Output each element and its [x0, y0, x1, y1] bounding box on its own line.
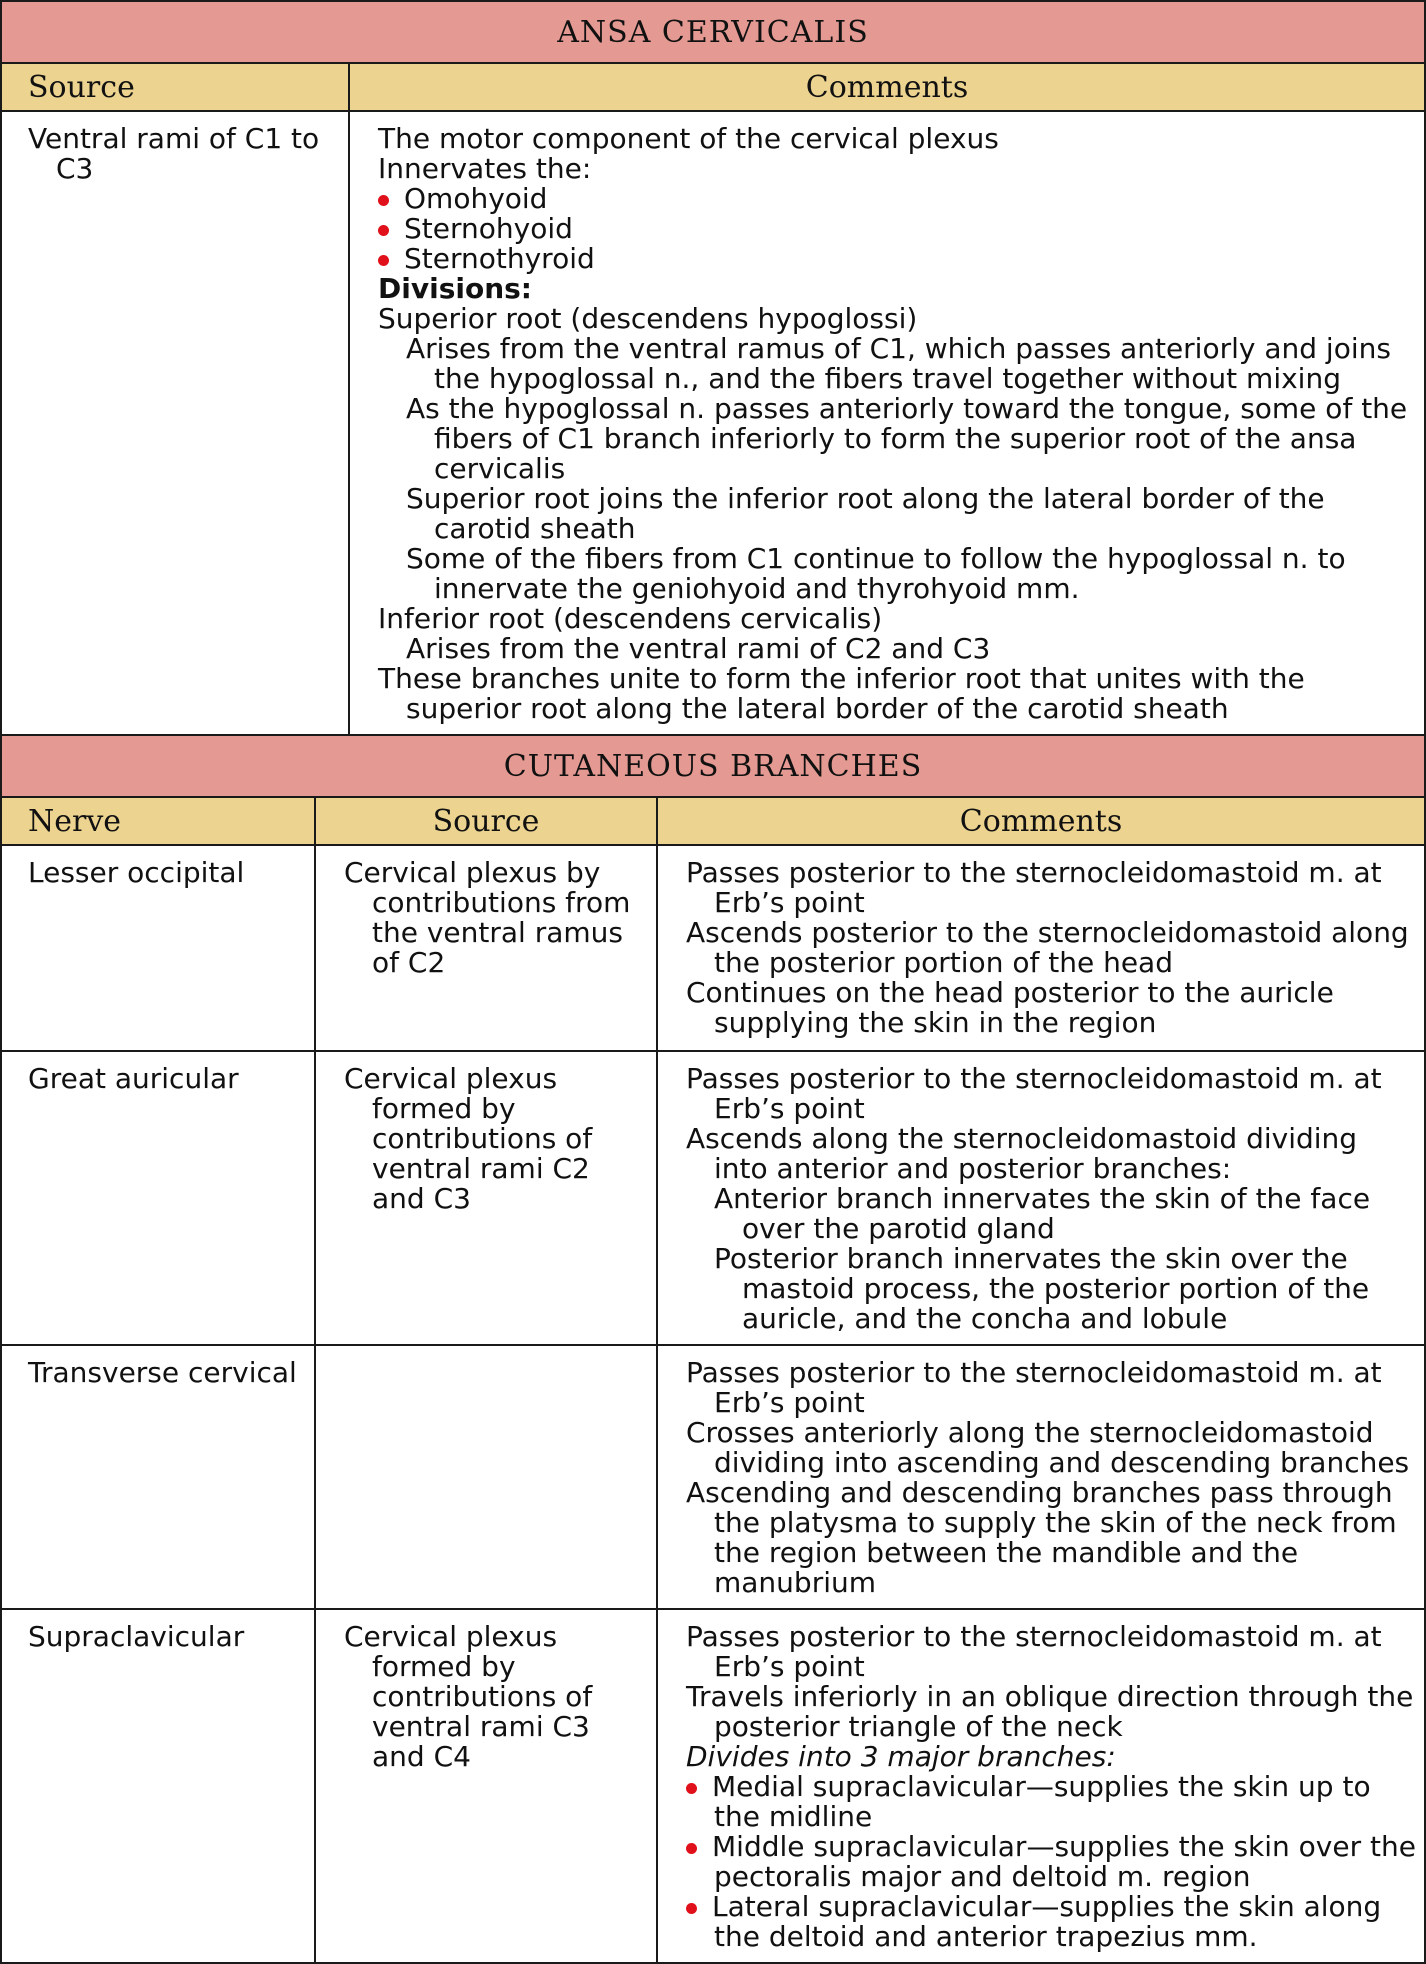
- bullet-icon: [378, 195, 389, 206]
- comment-line: Ascends along the sternocleidomastoid dividing into anterior and posterior branches:: [686, 1122, 1358, 1185]
- comment-line: Travels inferiorly in an oblique direction through the posterior triangle of the neck: [686, 1680, 1414, 1743]
- ansa-col-comments: Comments: [349, 63, 1425, 111]
- comments-cell: [657, 845, 1425, 1051]
- list-item-text: Medial supraclavicular—supplies the skin up to the midline: [712, 1770, 1371, 1833]
- comment-line: Ascends posterior to the sternocleidomastoid along the posterior portion of the head: [686, 916, 1409, 979]
- comment-line: The motor component of the cervical plexus: [378, 122, 999, 155]
- cutaneous-branches-table: [0, 734, 1426, 1964]
- list-item-text: Middle supraclavicular—supplies the skin over the pectoralis major and deltoid m. region: [712, 1830, 1416, 1893]
- source-text: Cervical plexus formed by contributions of ventral rami C3 and C4: [344, 1620, 593, 1773]
- bullet-icon: [686, 1843, 697, 1854]
- inferior-root-heading: Inferior root (descendens cervicalis): [378, 602, 883, 635]
- nerve-cell: Supraclavicular: [1, 1609, 315, 1963]
- comment-line: Passes posterior to the sternocleidomastoid m. at Erb’s point: [686, 856, 1382, 919]
- comment-line: Arises from the ventral ramus of C1, which passes anteriorly and joins the hypoglossal n., and the fibers travel together without mixing: [406, 332, 1391, 395]
- comment-line: These branches unite to form the inferior root that unites with the superior root along the lateral border of the carotid sheath: [378, 662, 1305, 725]
- table-row: [1, 845, 1425, 1051]
- cutaneous-col-source: Source: [315, 797, 657, 845]
- table-row: [1, 1051, 1425, 1345]
- comment-line: Divides into 3 major branches:: [686, 1740, 1116, 1773]
- comment-line: Some of the fibers from C1 continue to follow the hypoglossal n. to innervate the geniohyoid and thyrohyoid mm.: [406, 542, 1346, 605]
- cutaneous-col-nerve: Nerve: [1, 797, 315, 845]
- comment-line: As the hypoglossal n. passes anteriorly toward the tongue, some of the fibers of C1 branch inferiorly to form the superior root of the ansa cervicalis: [406, 392, 1408, 485]
- list-item: [686, 1772, 1416, 1832]
- comment-line: Anterior branch innervates the skin of the face over the parotid gland: [714, 1182, 1371, 1245]
- list-item-text: Lateral supraclavicular—supplies the skin along the deltoid and anterior trapezius mm.: [712, 1890, 1382, 1953]
- comments-cell: [657, 1609, 1425, 1963]
- list-item: [686, 1832, 1416, 1892]
- comments-cell: [657, 1345, 1425, 1609]
- source-cell: [315, 1051, 657, 1345]
- list-item: [378, 244, 1416, 274]
- bullet-icon: [686, 1903, 697, 1914]
- bullet-icon: [378, 225, 389, 236]
- nerve-cell: Great auricular: [1, 1051, 315, 1345]
- nerve-cell: Lesser occipital: [1, 845, 315, 1051]
- comment-line: Passes posterior to the sternocleidomastoid m. at Erb’s point: [686, 1356, 1382, 1419]
- divisions-heading: Divisions:: [378, 272, 532, 305]
- comment-line: Continues on the head posterior to the auricle supplying the skin in the region: [686, 976, 1334, 1039]
- comment-line: Crosses anteriorly along the sternocleidomastoid dividing into ascending and descending branches: [686, 1416, 1410, 1479]
- ansa-col-source: Source: [1, 63, 349, 111]
- ansa-comments-cell: [349, 111, 1425, 735]
- bullet-icon: [686, 1783, 697, 1794]
- ansa-source-cell: [1, 111, 349, 735]
- list-item: [378, 184, 1416, 214]
- comment-line: Arises from the ventral rami of C2 and C3: [406, 632, 991, 665]
- ansa-title: ANSA CERVICALIS: [1, 1, 1425, 63]
- comment-line: Innervates the:: [378, 152, 592, 185]
- list-item-text: Sternothyroid: [404, 242, 595, 275]
- source-cell: [315, 1609, 657, 1963]
- comments-cell: [657, 1051, 1425, 1345]
- ansa-source: Ventral rami of C1 to C3: [28, 122, 320, 185]
- comment-line: Passes posterior to the sternocleidomastoid m. at Erb’s point: [686, 1062, 1382, 1125]
- table-row: [1, 111, 1425, 735]
- table-row: [1, 1345, 1425, 1609]
- source-text: Cervical plexus by contributions from the ventral ramus of C2: [344, 856, 631, 979]
- superior-root-heading: Superior root (descendens hypoglossi): [378, 302, 918, 335]
- bullet-icon: [378, 255, 389, 266]
- cutaneous-col-comments: Comments: [657, 797, 1425, 845]
- list-item: [686, 1892, 1416, 1952]
- list-item: [378, 214, 1416, 244]
- list-item-text: Sternohyoid: [404, 212, 573, 245]
- source-cell: [315, 845, 657, 1051]
- comment-line: Passes posterior to the sternocleidomastoid m. at Erb’s point: [686, 1620, 1382, 1683]
- nerve-cell: Transverse cervical: [1, 1345, 315, 1609]
- comment-line: Superior root joins the inferior root along the lateral border of the carotid sheath: [406, 482, 1325, 545]
- table-row: [1, 1609, 1425, 1963]
- comment-line: Ascending and descending branches pass through the platysma to supply the skin of the neck from the region between the mandible and the manubrium: [686, 1476, 1397, 1599]
- source-cell: [315, 1345, 657, 1609]
- list-item-text: Omohyoid: [404, 182, 548, 215]
- cutaneous-title: CUTANEOUS BRANCHES: [1, 735, 1425, 797]
- comment-line: Posterior branch innervates the skin over the mastoid process, the posterior portion of the auricle, and the concha and lobule: [714, 1242, 1370, 1335]
- source-text: Cervical plexus formed by contributions of ventral rami C2 and C3: [344, 1062, 593, 1215]
- ansa-cervicalis-table: [0, 0, 1426, 736]
